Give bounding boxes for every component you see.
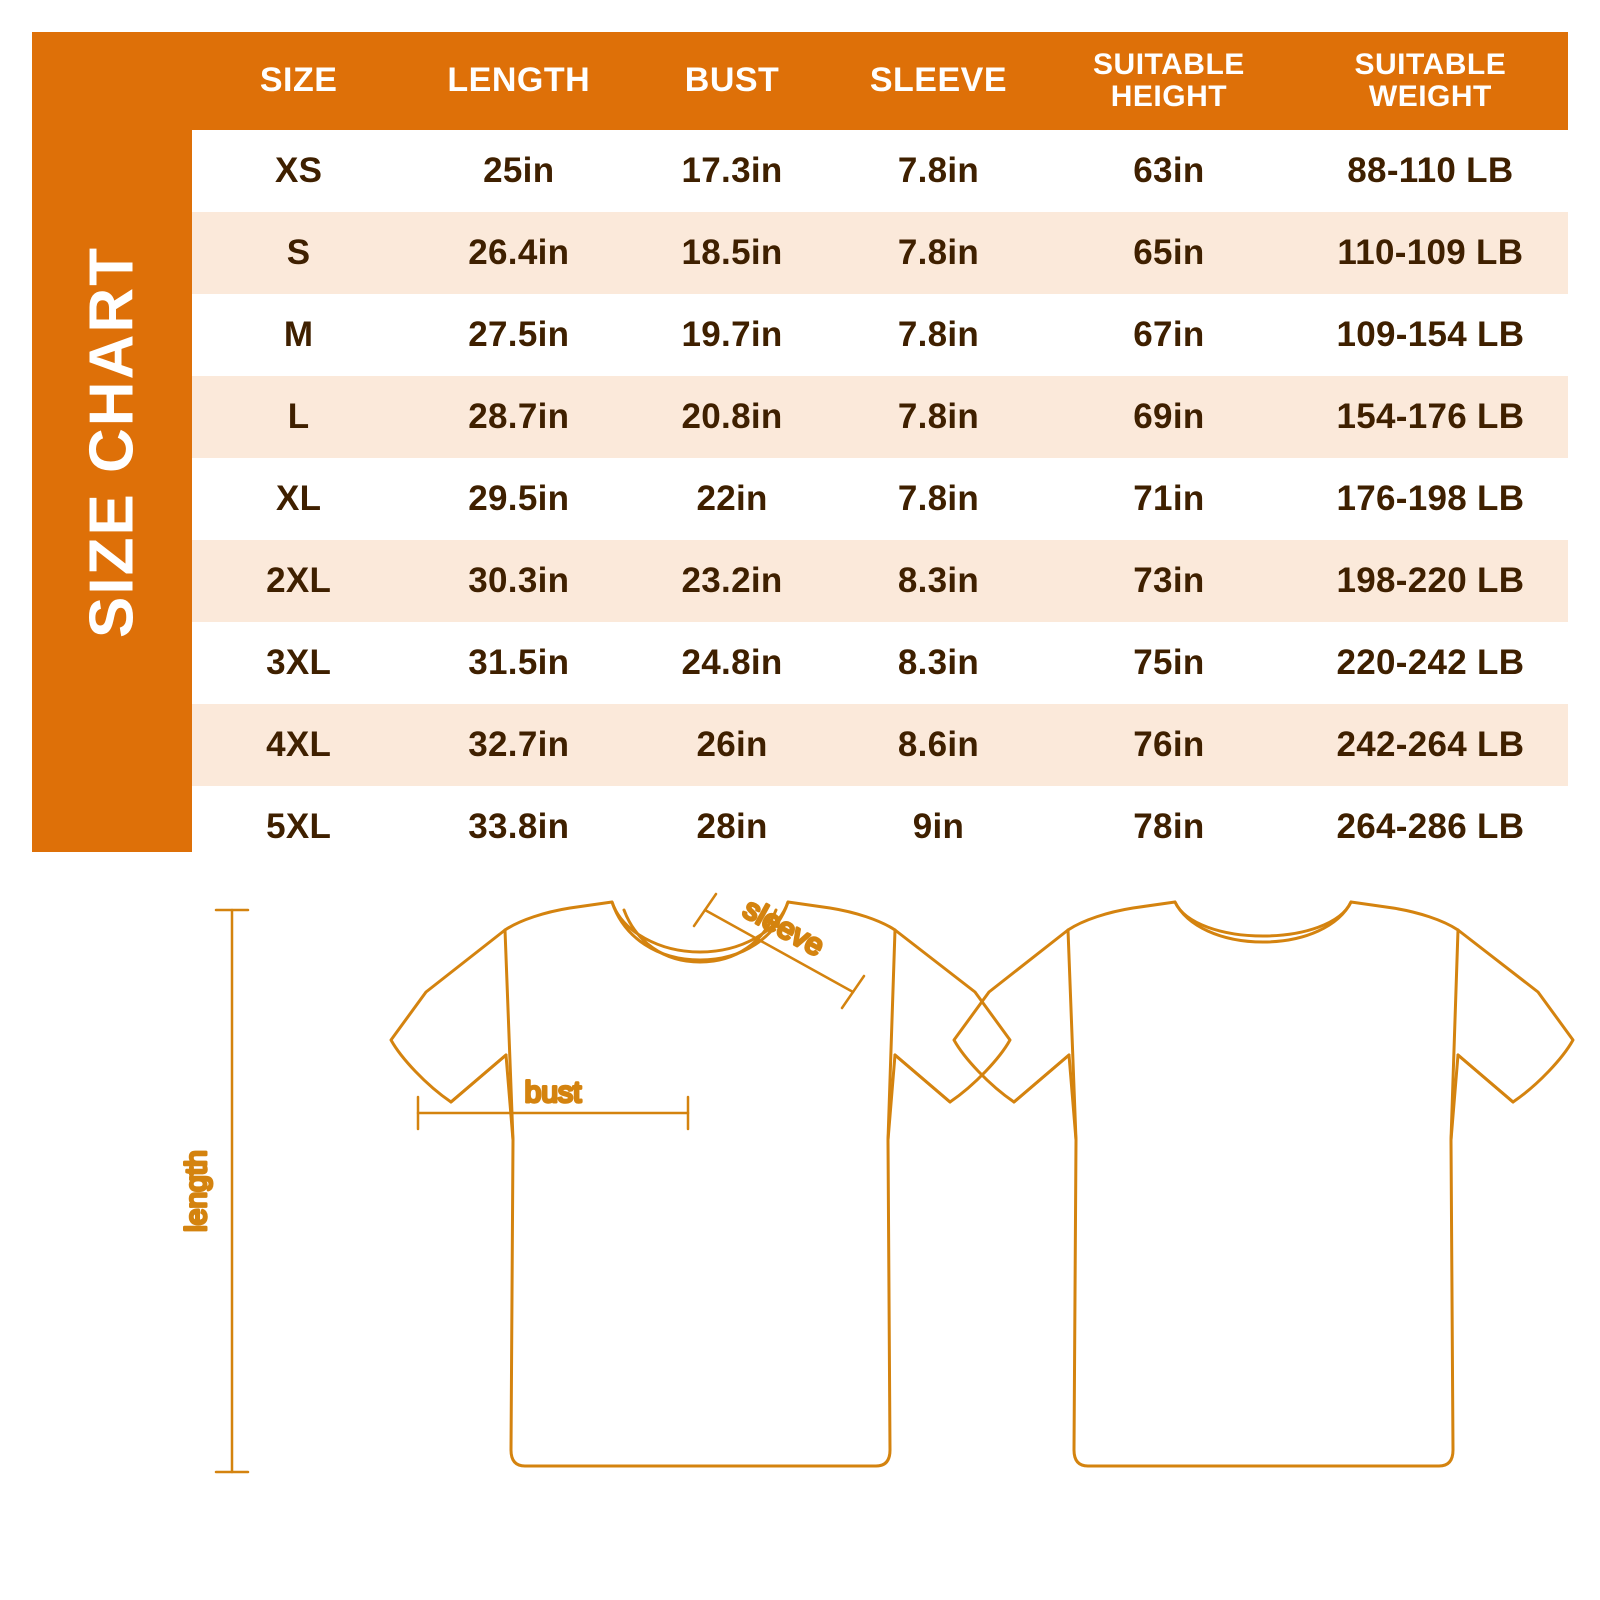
size-chart-block xyxy=(32,32,1568,852)
cell-sleeve: 7.8in xyxy=(832,130,1045,212)
cell-weight: 154-176 LB xyxy=(1293,376,1568,458)
cell-size: 5XL xyxy=(192,786,405,868)
column-header-suitable-height-line2: HEIGHT xyxy=(1110,80,1228,113)
cell-height: 65in xyxy=(1045,212,1293,294)
cell-sleeve: 9in xyxy=(832,786,1045,868)
cell-length: 31.5in xyxy=(405,622,632,704)
column-header-suitable-weight-line2: WEIGHT xyxy=(1368,80,1492,113)
cell-length: 26.4in xyxy=(405,212,632,294)
cell-size: S xyxy=(192,212,405,294)
length-dimension xyxy=(216,910,248,1472)
cell-sleeve: 8.3in xyxy=(832,540,1045,622)
cell-size: XS xyxy=(192,130,405,212)
cell-weight: 242-264 LB xyxy=(1293,704,1568,786)
size-table-body xyxy=(192,130,1568,868)
cell-weight: 88-110 LB xyxy=(1293,130,1568,212)
cell-sleeve: 8.3in xyxy=(832,622,1045,704)
cell-sleeve: 7.8in xyxy=(832,458,1045,540)
cell-sleeve: 7.8in xyxy=(832,212,1045,294)
cell-bust: 24.8in xyxy=(632,622,832,704)
cell-weight: 220-242 LB xyxy=(1293,622,1568,704)
length-label: length xyxy=(180,1150,213,1232)
cell-sleeve: 8.6in xyxy=(832,704,1045,786)
cell-weight: 198-220 LB xyxy=(1293,540,1568,622)
cell-length: 32.7in xyxy=(405,704,632,786)
table-row xyxy=(192,130,1568,212)
column-header-bust: BUST xyxy=(632,32,832,130)
bust-label: bust xyxy=(524,1076,582,1109)
cell-bust: 18.5in xyxy=(632,212,832,294)
cell-height: 67in xyxy=(1045,294,1293,376)
cell-size: M xyxy=(192,294,405,376)
cell-bust: 20.8in xyxy=(632,376,832,458)
cell-bust: 26in xyxy=(632,704,832,786)
cell-bust: 23.2in xyxy=(632,540,832,622)
cell-size: XL xyxy=(192,458,405,540)
cell-height: 78in xyxy=(1045,786,1293,868)
cell-sleeve: 7.8in xyxy=(832,376,1045,458)
table-header-row xyxy=(192,32,1568,130)
sleeve-label: sleeve xyxy=(737,892,830,964)
cell-height: 63in xyxy=(1045,130,1293,212)
cell-bust: 28in xyxy=(632,786,832,868)
cell-bust: 19.7in xyxy=(632,294,832,376)
table-row xyxy=(192,458,1568,540)
cell-height: 73in xyxy=(1045,540,1293,622)
table-row xyxy=(192,294,1568,376)
column-header-suitable-height-line1: SUITABLE xyxy=(1093,47,1245,81)
size-table-head xyxy=(192,32,1568,130)
tshirt-diagram xyxy=(0,880,1600,1580)
tshirt-front-outline xyxy=(391,902,1010,1466)
cell-weight: 109-154 LB xyxy=(1293,294,1568,376)
cell-weight: 176-198 LB xyxy=(1293,458,1568,540)
cell-bust: 17.3in xyxy=(632,130,832,212)
cell-size: 2XL xyxy=(192,540,405,622)
table-row xyxy=(192,622,1568,704)
cell-height: 75in xyxy=(1045,622,1293,704)
cell-weight: 264-286 LB xyxy=(1293,786,1568,868)
cell-size: 3XL xyxy=(192,622,405,704)
cell-height: 69in xyxy=(1045,376,1293,458)
cell-length: 25in xyxy=(405,130,632,212)
table-row xyxy=(192,540,1568,622)
column-header-suitable-weight-line1: SUITABLE xyxy=(1354,47,1507,81)
column-header-size: SIZE xyxy=(192,32,405,130)
table-row xyxy=(192,704,1568,786)
cell-size: L xyxy=(192,376,405,458)
table-row xyxy=(192,376,1568,458)
cell-bust: 22in xyxy=(632,458,832,540)
table-row xyxy=(192,212,1568,294)
cell-height: 76in xyxy=(1045,704,1293,786)
cell-length: 30.3in xyxy=(405,540,632,622)
table-row xyxy=(192,786,1568,868)
cell-length: 33.8in xyxy=(405,786,632,868)
cell-size: 4XL xyxy=(192,704,405,786)
column-header-sleeve: SLEEVE xyxy=(832,32,1045,130)
size-chart-side-label xyxy=(32,32,192,852)
cell-sleeve: 7.8in xyxy=(832,294,1045,376)
column-header-suitable-weight xyxy=(1293,32,1568,130)
cell-length: 27.5in xyxy=(405,294,632,376)
cell-height: 71in xyxy=(1045,458,1293,540)
cell-length: 29.5in xyxy=(405,458,632,540)
size-table-wrapper xyxy=(192,32,1568,852)
tshirt-back-outline xyxy=(954,902,1573,1466)
column-header-length: LENGTH xyxy=(405,32,632,130)
size-table xyxy=(192,32,1568,868)
cell-length: 28.7in xyxy=(405,376,632,458)
cell-weight: 110-109 LB xyxy=(1293,212,1568,294)
size-chart-title: SIZE CHART xyxy=(77,246,147,638)
column-header-suitable-height xyxy=(1045,32,1293,130)
